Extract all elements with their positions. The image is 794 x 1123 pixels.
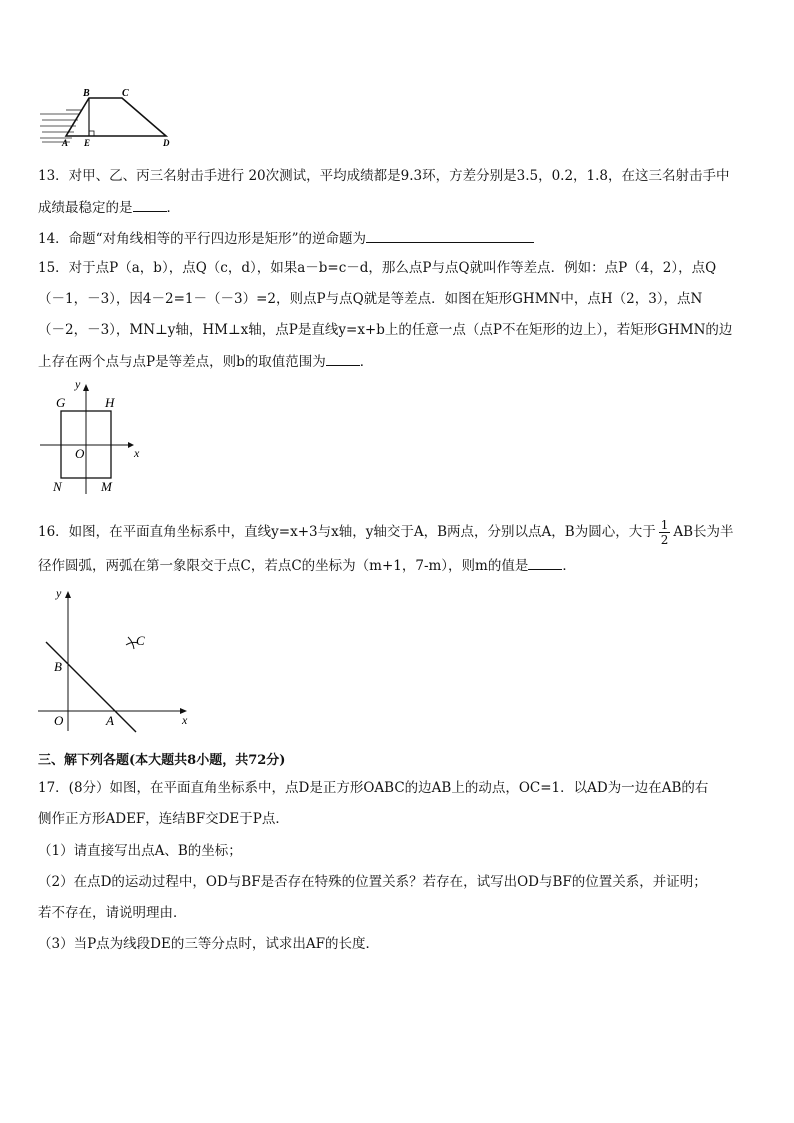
label-G: G (56, 395, 66, 410)
question-16-text-2: 径作圆弧，两弧在第一象限交于点C，若点C的坐标为（m+1，7-m），则m的值是 (38, 558, 529, 574)
question-16-line-2 (38, 555, 576, 576)
label-O: O (75, 446, 85, 461)
line-arc-figure (36, 585, 196, 733)
question-15-text-3: （－2，－3），MN⊥y轴，HM⊥x轴，点P是直线y=x+b上的任意一点（点P不在矩形的边上），若矩形GHMN的边 (38, 322, 733, 338)
question-15-text-1: 15．对于点P（a，b），点Q（c，d），如果a－b=c－d，那么点P与点Q就叫作等差点．例如：点P（4，2），点Q (38, 260, 717, 276)
answer-blank-14[interactable] (366, 228, 534, 243)
label-x: x (182, 713, 188, 727)
label-O: O (54, 713, 64, 728)
label-A: A (106, 713, 114, 728)
question-14 (38, 228, 534, 249)
question-16-end: ． (562, 558, 576, 574)
question-17-part-1-text: （1）请直接写出点A、B的坐标； (38, 843, 242, 859)
question-17-text-2: 侧作正方形ADEF，连结BF交DE于P点． (38, 811, 289, 827)
label-B: B (83, 88, 90, 99)
question-13-cont (38, 197, 180, 218)
water-hatching (40, 110, 82, 142)
label-y: y (75, 378, 81, 391)
fraction-one-half (659, 518, 671, 547)
question-17-part-1 (38, 841, 242, 861)
question-16-text-1b: AB长为半 (673, 524, 734, 540)
y-axis-arrow (83, 384, 89, 391)
question-17-line-1 (38, 778, 708, 798)
question-13-end: ． (166, 200, 180, 216)
question-17-part-2-cont (38, 903, 187, 923)
question-16-line-1 (38, 512, 734, 552)
question-15-text-2: （－1，－3），因4－2=1－（－3）=2，则点P与点Q就是等差点．如图在矩形GHMN中，点H（2，3），点N (38, 291, 703, 307)
section-3-header (38, 751, 285, 771)
label-D: D (163, 138, 170, 148)
fraction-denominator: 2 (660, 533, 669, 547)
question-14-text: 14．命题“对角线相等的平行四边形是矩形”的逆命题为 (38, 231, 366, 247)
trapezoid-dam (66, 98, 166, 136)
question-17-text-1: 17．(8分）如图，在平面直角坐标系中，点D是正方形OABC的边AB上的动点，OC=1．以AD为一边在AB的右 (38, 780, 709, 796)
label-B: B (54, 659, 62, 674)
question-17-part-2 (38, 872, 707, 892)
y-axis-arrow (65, 591, 71, 598)
dam-cross-section-figure (36, 86, 186, 148)
question-13-text: 13．对甲、乙、丙三名射击手进行 20次测试，平均成绩都是9.3环，方差分别是3.5，0.2，1.8，在这三名射击手中 (38, 168, 730, 184)
question-15-line-1 (38, 258, 716, 278)
question-17-part-2-text-a: （2）在点D的运动过程中，OD与BF是否存在特殊的位置关系？若存在，试写出OD与BF的位置关系，并证明； (38, 874, 707, 890)
answer-blank-16[interactable] (528, 555, 562, 570)
question-15-line-2 (38, 289, 702, 309)
question-17-part-3 (38, 934, 379, 954)
label-N: N (53, 479, 62, 494)
question-15-end: ． (359, 354, 374, 370)
label-C: C (122, 88, 129, 99)
question-15-text-4: 上存在两个点与点P是等差点，则b的取值范围为 (38, 354, 326, 370)
rectangle-ghmn-figure (38, 378, 148, 496)
fraction-numerator: 1 (660, 518, 669, 532)
label-y: y (56, 586, 62, 600)
label-H: H (105, 395, 115, 410)
question-13 (38, 166, 730, 186)
answer-blank-15[interactable] (326, 351, 360, 366)
label-E: E (84, 138, 91, 148)
question-17-part-3-text: （3）当P点为线段DE的三等分点时，试求出AF的长度． (38, 936, 379, 952)
question-17-line-2 (38, 809, 289, 829)
label-A: A (62, 138, 69, 148)
question-15-line-4 (38, 351, 373, 372)
question-15-line-3 (38, 320, 732, 340)
question-13-text2: 成绩最稳定的是 (38, 200, 133, 216)
section-3-title: 三、解下列各题(本大题共8小题，共72分) (38, 753, 286, 768)
answer-blank-13[interactable] (133, 197, 167, 212)
label-C: C (136, 633, 145, 648)
label-M: M (101, 479, 112, 494)
label-x: x (134, 446, 140, 460)
question-16-text-1a: 16．如图，在平面直角坐标系中，直线y=x+3与x轴，y轴交于A，B两点，分别以点A，B为圆心，大于 (38, 524, 656, 540)
question-17-part-2-text-b: 若不存在，请说明理由． (38, 905, 187, 921)
